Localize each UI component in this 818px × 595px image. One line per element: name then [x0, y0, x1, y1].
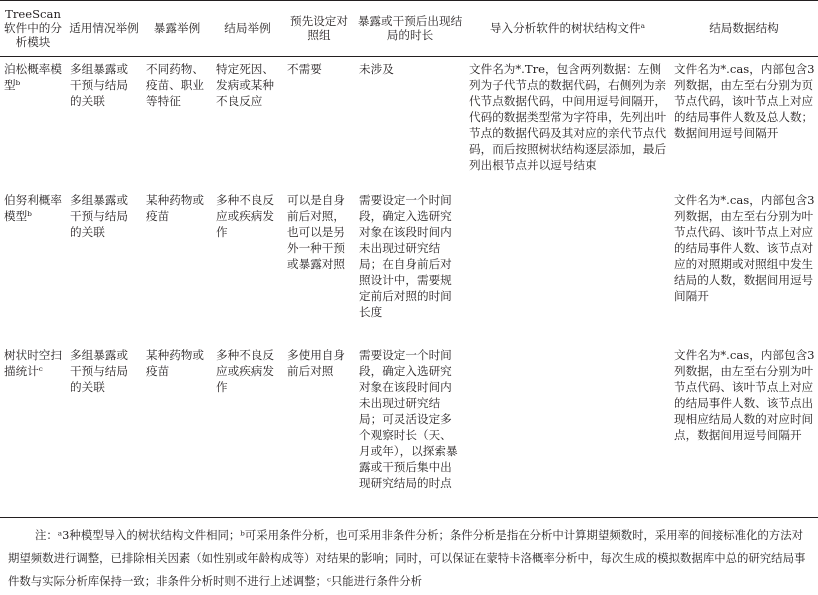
- table-cell: 多组暴露或干预与结局的关联: [70, 192, 128, 239]
- table-cell: 多使用自身前后对照: [283, 343, 355, 518]
- table-cell: 泊松概率模型ᵇ: [4, 62, 62, 92]
- header-module: TreeScan软件中的分析模块: [0, 1, 66, 57]
- table-cell: [465, 343, 670, 518]
- table-cell: 多组暴露或干预与结局的关联: [66, 343, 142, 518]
- table-header-row: [0, 1, 818, 57]
- table-cell: 需要设定一个时间段，确定入选研究对象在该段时间内未出现过研究结局；在自身前后对照设计中，需要规定前后对照的时间长度: [359, 192, 452, 319]
- table-cell: 树状时空扫描统计ᶜ: [0, 343, 66, 518]
- table-footnote: 注：ᵃ3种模型导入的树状结构文件相同；ᵇ可采用条件分析，也可采用非条件分析；条件分析是指在分析中计算期望频数时，采用率的间接标准化的方法对期望频数进行调整，已排除相关因素（如性别或年龄构成等）对结果的影响；同时，可以保证在蒙特卡洛概率分析中，每次生成的模拟数据库中总的研究结局事件数与实际分析库保持一致；非条件分析时则不进行上述调整；ᶜ只能进行条件分析: [8, 528, 806, 588]
- header-exposure: 暴露举例: [142, 1, 212, 57]
- table-cell: 需要设定一个时间段，确定入选研究对象在该段时间内未出现过研究结局；可灵活设定多个观察时长（天、月或年），以探索暴露或干预后集中出现研究结局的时点: [355, 343, 465, 518]
- header-duration: 暴露或干预后出现结局的时长: [355, 1, 465, 57]
- table-cell: [465, 188, 670, 343]
- table-cell: 多组暴露或干预与结局的关联: [70, 62, 128, 108]
- table-cell: 文件名为*.cas，内部包含3列数据，由左至右分别为页节点代码，该叶节点上对应的结局事件人数及总人数；数据间用逗号间隔开: [674, 62, 815, 140]
- header-control-group: 预先设定对照组: [283, 1, 355, 57]
- table-cell: 未涉及: [359, 62, 394, 76]
- table-cell: 可以是自身前后对照，也可以是另外一种干预或暴露对照: [287, 192, 345, 271]
- table-cell: 不需要: [287, 62, 322, 76]
- table-cell: 多种不良反应或疾病发作: [216, 192, 274, 239]
- table-cell: 伯努利概率模型ᵇ: [4, 192, 62, 223]
- header-outcome-data: 结局数据结构: [670, 1, 818, 57]
- table-cell: 多种不良反应或疾病发作: [212, 343, 283, 518]
- header-outcome: 结局举例: [212, 1, 283, 57]
- table-cell: 某种药物或疫苗: [142, 343, 212, 518]
- table-cell: 文件名为*.cas，内部包含3列数据，由左至右分别为叶节点代码、该叶节点上对应的结局事件人数、该节点出现相应结局人数的对应时间点，数据间用逗号间隔开: [670, 343, 818, 518]
- table-cell: 某种药物或疫苗: [146, 192, 204, 223]
- table-row: [0, 343, 818, 518]
- table-cell: 文件名为*.Tre，包含两列数据：左侧列为子代节点的数据代码，右侧列为亲代节点数据代码，中间用逗号间隔开，代码的数据类型常为字符串，先列出叶节点的数据代码及其对应的亲代节点代码，而后按照树状结构逐层添加，最后列出根节点并以逗号结束: [469, 62, 667, 172]
- header-tree-file: 导入分析软件的树状结构文件ᵃ: [465, 1, 670, 57]
- table-cell: 特定死因、发病或某种不良反应: [216, 62, 274, 108]
- table-cell: 文件名为*.cas，内部包含3列数据，由左至右分别为叶节点代码、该叶节点上对应的结局事件人数、该节点对应的对照期或对照组中发生结局的人数，数据间用逗号间隔开: [674, 192, 815, 303]
- table-cell: 不同药物、疫苗、职业等特征: [146, 62, 204, 108]
- header-applicable-case: 适用情况举例: [66, 1, 142, 57]
- table-row: [0, 57, 818, 188]
- table-row: [0, 188, 818, 343]
